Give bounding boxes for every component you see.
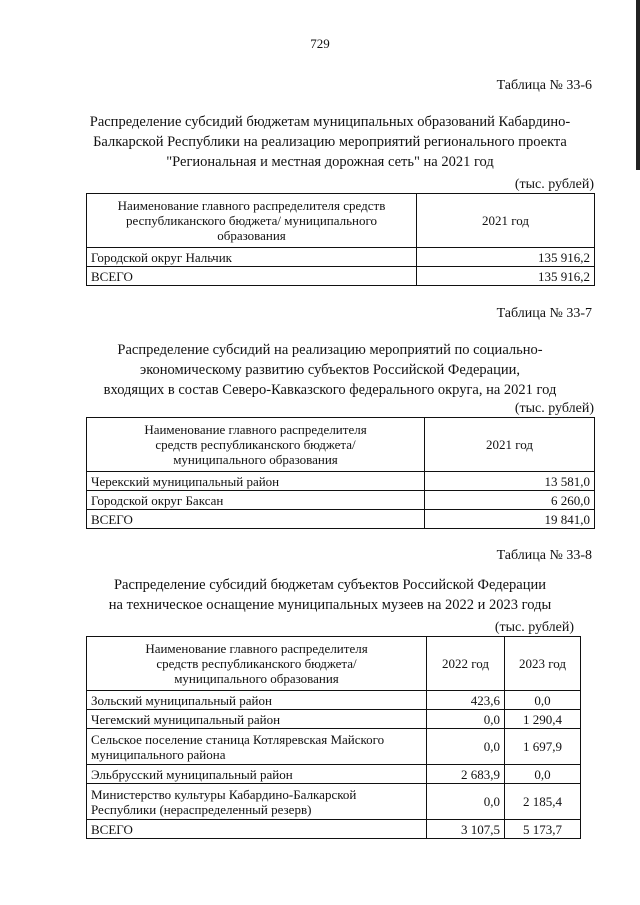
title-line: экономическому развитию субъектов Российской Федерации, <box>139 362 521 378</box>
table-row <box>87 765 581 784</box>
row-name <box>87 729 427 765</box>
row-name: ВСЕГО <box>87 510 425 529</box>
header-year-cell: 2021 год <box>417 194 595 248</box>
header-year-cell: 2022 год <box>427 637 505 691</box>
row-value-2022: 0,0 <box>427 784 505 820</box>
header-line: муниципального образования <box>173 452 338 467</box>
row-name: Городской округ Нальчик <box>87 248 417 267</box>
table-header-row <box>87 418 595 472</box>
title-line: Распределение субсидий бюджетам субъектов Российской Федерации <box>113 577 547 593</box>
header-name-cell <box>87 637 427 691</box>
row-value-2022: 0,0 <box>427 710 505 729</box>
table-row <box>87 472 595 491</box>
header-line: образования <box>217 228 286 243</box>
table-row <box>87 248 595 267</box>
table-row <box>87 729 581 765</box>
row-value-2023: 0,0 <box>505 691 581 710</box>
row-name: Городской округ Баксан <box>87 491 425 510</box>
title-line: на техническое оснащение муниципальных музеев на 2022 и 2023 годы <box>108 597 552 613</box>
table-33-8-label: Таблица № 33-8 <box>496 548 592 563</box>
row-value-2023: 1 697,9 <box>505 729 581 765</box>
row-value: 19 841,0 <box>425 510 595 529</box>
row-value-2023: 2 185,4 <box>505 784 581 820</box>
table-header-row <box>87 194 595 248</box>
row-name: ВСЕГО <box>87 820 427 839</box>
row-name-line: Министерство культуры Кабардино-Балкарской <box>91 786 357 802</box>
title-line: входящих в состав Северо-Кавказского федерального округа, на 2021 год <box>103 382 557 398</box>
row-name: ВСЕГО <box>87 267 417 286</box>
table-33-8 <box>86 636 581 839</box>
row-name: Чегемский муниципальный район <box>87 710 427 729</box>
row-name: Зольский муниципальный район <box>87 691 427 710</box>
row-value: 13 581,0 <box>425 472 595 491</box>
row-name-line: Сельское поселение станица Котляревская Майского <box>91 731 385 747</box>
row-name: Эльбрусский муниципальный район <box>87 765 427 784</box>
header-name-cell <box>87 194 417 248</box>
table-33-7 <box>86 417 595 529</box>
row-value-2022: 0,0 <box>427 729 505 765</box>
table-33-8-units: (тыс. рублей) <box>494 620 574 635</box>
row-name <box>87 784 427 820</box>
table-33-7-units: (тыс. рублей) <box>514 401 594 416</box>
title-line: Распределение субсидий на реализацию мероприятий по социально- <box>117 342 543 358</box>
row-value-2022: 423,6 <box>427 691 505 710</box>
row-value: 135 916,2 <box>417 267 595 286</box>
header-line: муниципального образования <box>174 671 339 686</box>
table-33-6-title <box>60 112 600 172</box>
row-value-2023: 5 173,7 <box>505 820 581 839</box>
row-value: 135 916,2 <box>417 248 595 267</box>
table-total-row <box>87 510 595 529</box>
table-row <box>87 784 581 820</box>
header-line: средств республиканского бюджета/ <box>156 656 357 671</box>
title-line: Балкарской Республики на реализацию мероприятий регионального проекта <box>93 134 567 150</box>
header-year-cell: 2021 год <box>425 418 595 472</box>
row-value: 6 260,0 <box>425 491 595 510</box>
table-total-row <box>87 820 581 839</box>
table-33-6-units: (тыс. рублей) <box>514 177 594 192</box>
table-33-6-label: Таблица № 33-6 <box>496 78 592 93</box>
table-row <box>87 710 581 729</box>
row-name-line: Республики (нераспределенный резерв) <box>91 801 312 817</box>
row-value-2022: 3 107,5 <box>427 820 505 839</box>
header-line: Наименование главного распределителя <box>145 641 368 656</box>
table-33-8-title <box>60 575 600 615</box>
title-line: "Региональная и местная дорожная сеть" на 2021 год <box>166 154 494 170</box>
header-line: Наименование главного распределителя средств <box>117 198 386 213</box>
header-line: средств республиканского бюджета/ <box>155 437 356 452</box>
table-total-row <box>87 267 595 286</box>
row-value-2022: 2 683,9 <box>427 765 505 784</box>
scan-edge-mark <box>636 0 640 170</box>
header-line: республиканского бюджета/ муниципального <box>125 213 378 228</box>
table-33-6 <box>86 193 595 286</box>
page-number: 729 <box>310 36 330 51</box>
header-year-cell: 2023 год <box>505 637 581 691</box>
row-name-line: муниципального района <box>91 746 226 762</box>
row-name: Черекский муниципальный район <box>87 472 425 491</box>
row-value-2023: 1 290,4 <box>505 710 581 729</box>
table-row <box>87 691 581 710</box>
table-header-row <box>87 637 581 691</box>
table-33-7-title <box>60 340 600 400</box>
title-line: Распределение субсидий бюджетам муниципальных образований Кабардино- <box>89 114 571 130</box>
header-line: Наименование главного распределителя <box>144 422 367 437</box>
header-name-cell <box>87 418 425 472</box>
row-value-2023: 0,0 <box>505 765 581 784</box>
table-33-7-label: Таблица № 33-7 <box>496 306 592 321</box>
table-row <box>87 491 595 510</box>
